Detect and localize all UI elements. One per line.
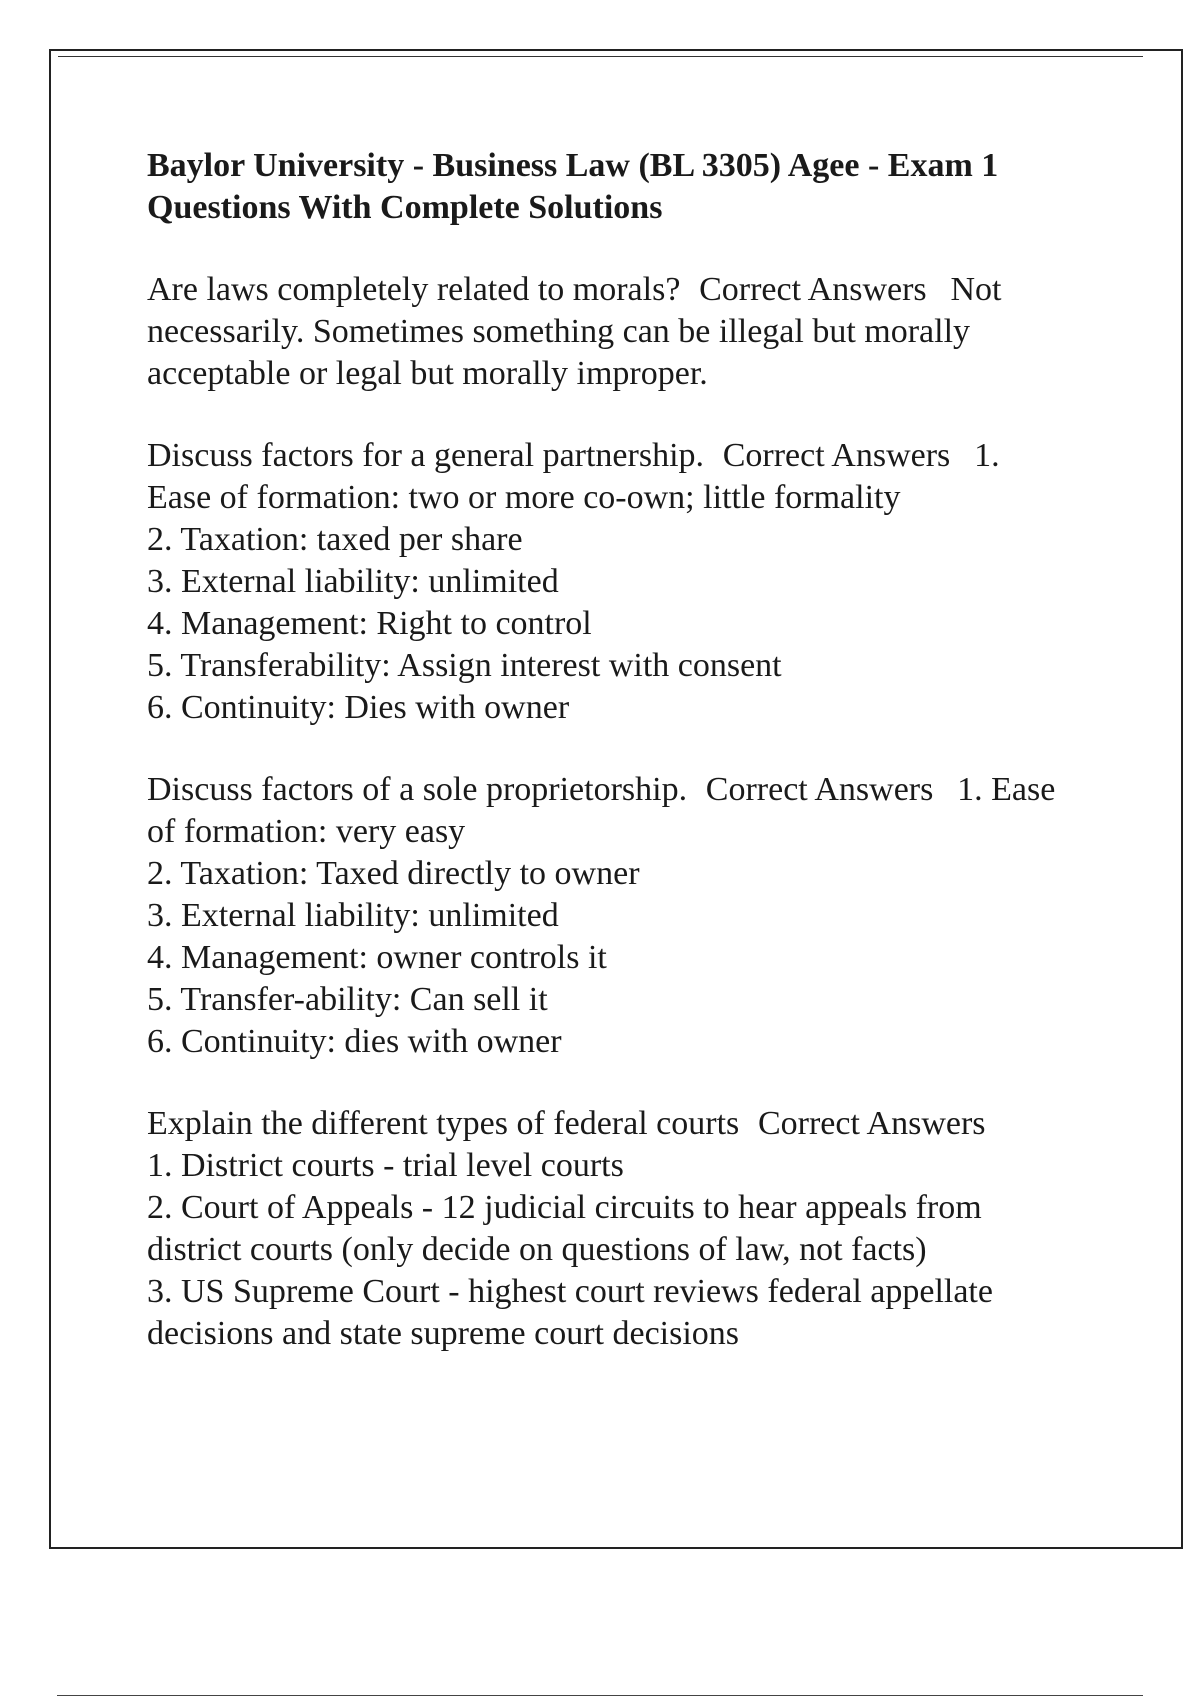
answer-list bbox=[147, 1145, 1072, 1355]
qa-item bbox=[147, 435, 1072, 729]
question-text: Explain the different types of federal courts bbox=[147, 1105, 740, 1142]
answer-tag: Correct Answers bbox=[699, 271, 927, 308]
qa-paragraph bbox=[147, 269, 1072, 395]
answer-tag: Correct Answers bbox=[757, 1105, 986, 1142]
qa-paragraph bbox=[147, 769, 1072, 853]
answer-line: 1. District courts - trial level courts bbox=[147, 1147, 624, 1184]
answer-line: 2. Court of Appeals - 12 judicial circuits to hear appeals from district courts (only decide on questions of law, not facts) bbox=[147, 1189, 982, 1268]
qa-paragraph bbox=[147, 1103, 1072, 1145]
answer-text: Not necessarily. Sometimes something can be illegal but morally acceptable or legal but morally improper. bbox=[147, 271, 1002, 392]
question-text: Discuss factors of a sole proprietorship. bbox=[147, 771, 688, 808]
answer-line: 4. Management: Right to control bbox=[147, 605, 592, 642]
answer-line: 5. Transferability: Assign interest with consent bbox=[147, 647, 782, 684]
answer-line: 4. Management: owner controls it bbox=[147, 939, 607, 976]
answer-line: 5. Transfer-ability: Can sell it bbox=[147, 981, 548, 1018]
answer-text: 1. Ease of formation: two or more co-own; little formality bbox=[147, 437, 1000, 516]
answer-line: 3. External liability: unlimited bbox=[147, 897, 559, 934]
answer-tag: Correct Answers bbox=[705, 771, 934, 808]
answer-line: 6. Continuity: Dies with owner bbox=[147, 689, 570, 726]
answer-line: 2. Taxation: taxed per share bbox=[147, 521, 523, 558]
document-body bbox=[147, 145, 1072, 1395]
answer-line: 2. Taxation: Taxed directly to owner bbox=[147, 855, 640, 892]
answer-tag: Correct Answers bbox=[722, 437, 951, 474]
bottom-rule bbox=[57, 1695, 1143, 1696]
question-text: Are laws completely related to morals? bbox=[147, 271, 681, 308]
qa-item bbox=[147, 269, 1072, 395]
answer-list bbox=[147, 853, 1072, 1063]
document-title: Baylor University - Business Law (BL 3305) Agee - Exam 1 Questions With Complete Solutions bbox=[147, 147, 999, 226]
answer-text: 1. Ease of formation: very easy bbox=[147, 771, 1056, 850]
top-rule bbox=[58, 56, 1143, 57]
qa-item bbox=[147, 769, 1072, 1063]
answer-line: 3. External liability: unlimited bbox=[147, 563, 559, 600]
question-text: Discuss factors for a general partnership. bbox=[147, 437, 705, 474]
qa-item bbox=[147, 1103, 1072, 1355]
answer-list bbox=[147, 519, 1072, 729]
answer-line: 6. Continuity: dies with owner bbox=[147, 1023, 562, 1060]
qa-paragraph bbox=[147, 435, 1072, 519]
answer-line: 3. US Supreme Court - highest court reviews federal appellate decisions and state supreme court decisions bbox=[147, 1273, 993, 1352]
